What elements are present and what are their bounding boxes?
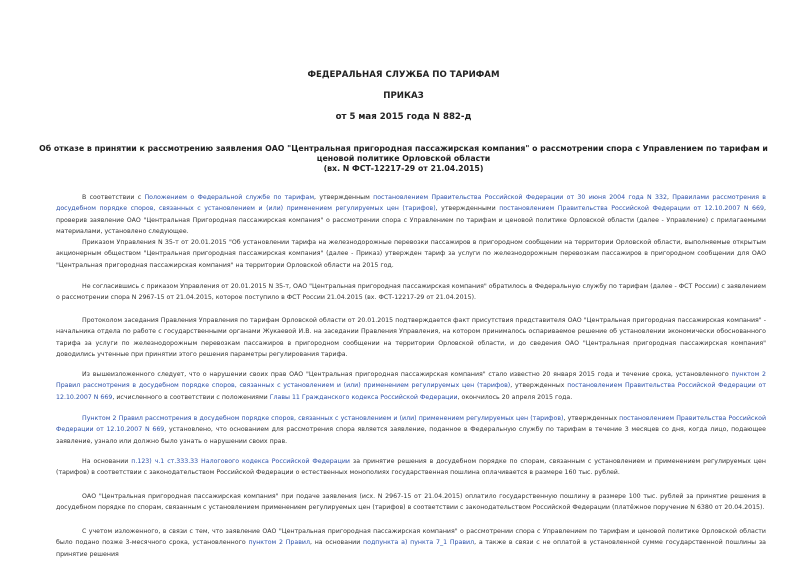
paragraph-text: , окончилось 20 апреля 2015 года. xyxy=(457,393,573,401)
paragraph xyxy=(56,192,766,238)
document-link[interactable]: постановлением Правительства Российской Федерации от 12.10.2007 N 669 xyxy=(499,205,764,213)
paragraph-text: , исчисленного в соответствии с положениями xyxy=(112,393,270,401)
paragraph-text: В соответствии с xyxy=(82,194,145,201)
document-link[interactable]: Положением о Федеральной службе по тарифам xyxy=(144,194,315,201)
paragraph-text: , xyxy=(666,194,673,201)
document-link[interactable]: Правилами рассмотрения в досудебном порядке споров, связанных с установлением и (или) применением регулируемых цен (тарифов) xyxy=(56,194,766,213)
document-type: ПРИКАЗ xyxy=(383,91,424,101)
document-link[interactable]: постановлением Правительства Российской Федерации от 12.10.2007 N 669 xyxy=(56,382,766,401)
document-link[interactable]: постановлением Правительства Российской Федерации от 12.10.2007 N 669 xyxy=(56,415,767,434)
document-link[interactable]: постановлением Правительства Российской Федерации от 30 июня 2004 года N 332 xyxy=(373,194,667,201)
paragraph-text: Не согласившись с приказом Управления от 20.01.2015 N 35-т, ОАО "Центральная пригородная пассажирская компания" обратилось в Федеральную службу по тарифам (далее - ФСТ России) с заявлением о рассмотрении спора N 2967-15 от 21.04.2015, которое поступило в ФСТ России 21.04.2015 (вх. ФСТ-12217-29 от 21.04.2015). xyxy=(56,283,766,302)
paragraph-text: , утвержденных xyxy=(510,382,568,390)
paragraph-text: , утвержденным xyxy=(314,194,374,201)
paragraph xyxy=(56,526,766,560)
document-date-number: от 5 мая 2015 года N 882-д xyxy=(335,112,472,122)
paragraph-text: На основании xyxy=(82,458,132,465)
paragraph-text: Приказом Управления N 35-т от 20.01.2015 "Об установлении тарифа на железнодорожные перевозки пассажиров в пригородном сообщении на территории Орловской области, выполняемые открытым акционерным обществом "Центральная пригородная пассажирская компания" (далее - Приказ) утвержден тариф за услуги по железнодорожным перевозкам пассажиров в пригородном сообщении для ОАО "Центральная пригородная пассажирская компания" на территории Орловской области на 2015 год. xyxy=(56,239,766,269)
paragraph xyxy=(56,456,766,479)
document-link[interactable]: Пунктом 2 Правил рассмотрения в досудебном порядке споров, связанных с установлением и (или) применением регулируемых цен (тарифов) xyxy=(82,415,564,422)
document-link[interactable]: пунктом 2 Правил рассмотрения в досудебном порядке споров, связанных с установлением и (или) применением регулируемых цен (тарифов) xyxy=(56,371,766,390)
document-link[interactable]: пунктом 2 Правил xyxy=(248,539,310,547)
paragraph xyxy=(56,315,766,361)
document-title-line-3: (вх. N ФСТ-12217-29 от 21.04.2015) xyxy=(323,164,484,173)
paragraph-text: , на основании xyxy=(309,539,364,547)
document-link[interactable]: п.123) ч.1 ст.333.33 Налогового кодекса Российской Федерации xyxy=(131,458,350,465)
paragraph-text: , установлено, что основанием для рассмотрения спора является заявление, поданное в Федеральную службу по тарифам в течение 3 месяцев со дня, когда лицо, подающее заявление, узнало или должно было узнать о нарушении своих прав. xyxy=(56,426,766,445)
document-title-line-2: ценовой политике Орловской области xyxy=(316,154,491,163)
agency-name: ФЕДЕРАЛЬНАЯ СЛУЖБА ПО ТАРИФАМ xyxy=(307,70,500,80)
document-title-line-1: Об отказе в принятии к рассмотрению заявления ОАО "Центральная пригородная пассажирская компания" о рассмотрении спора с Управлением по тарифам и xyxy=(39,144,768,153)
paragraph-text: , утвержденными xyxy=(435,205,500,213)
paragraph-text: Протоколом заседания Правления Управления по тарифам Орловской области от 20.01.2015 подтверждается факт присутствия представителя ОАО "Центральная пригородная пассажирская компания" - начальника отдела по работе с государственными органами Жукаевой И.В. на заседании Правления Управления, на котором принималось оспариваемое решение об установлении экономически обоснованного тарифа за услуги по железнодорожным перевозкам пассажиров в пригородном сообщении на территории Орловской области, и до сведения ОАО "Центральная пригородная пассажирская компания" доводились учтенные при принятии этого решения параметры регулирования тарифа. xyxy=(56,317,766,359)
paragraph-text: ОАО "Центральная пригородная пассажирская компания" при подаче заявления (исх. N 2967-15 от 21.04.2015) оплатило государственную пошлину в размере 100 тыс. рублей за принятие решения в досудебном порядке по спорам, связанным с установлением применением регулируемых цен (тарифов) в соответствии с законодательством Российской Федерации (платёжное поручение N 6380 от 20.04.2015). xyxy=(56,493,766,512)
paragraph xyxy=(56,281,766,304)
paragraph xyxy=(56,237,766,271)
document-link[interactable]: Главы 11 Гражданского кодекса Российской Федерации xyxy=(269,393,458,401)
paragraph-text: , а также в связи с не оплатой в установленной сумме государственной пошлины за принятие решения xyxy=(56,539,766,558)
paragraph xyxy=(56,491,766,514)
paragraph xyxy=(56,369,766,403)
paragraph-text: , проверив заявление ОАО "Центральная Пригородная пассажирская компания" о рассмотрении спора с Управлением по тарифам и ценовой политике Орловской области (далее - Управление) с прилагаемыми материалами, установлено следующее. xyxy=(56,205,766,236)
document-link[interactable]: подпункта а) пункта 7_1 Правил xyxy=(363,539,475,547)
paragraph-text: Из вышеизложенного следует, что о нарушении своих прав ОАО "Центральная пригородная пассажирская компания" стало известно 20 января 2015 года и течение срока, установленного xyxy=(82,371,732,378)
paragraph xyxy=(56,413,766,447)
paragraph-text: за принятие решения в досудебном порядке по спорам, связанным с установлением и применением регулируемых цен (тарифов) в соответствии с законодательством Российской Федерации о естественных монополиях государственная пошлина оплачивается в размере 160 тыс. рублей. xyxy=(56,458,766,477)
paragraph-text: С учетом изложенного, в связи с тем, что заявление ОАО "Центральная пригородная пассажирская компания" о рассмотрении спора с Управлением по тарифам и ценовой политике Орловской области было подано позже 3-месячного срока, установленного xyxy=(56,528,766,547)
paragraph-text: , утвержденных xyxy=(563,415,620,422)
